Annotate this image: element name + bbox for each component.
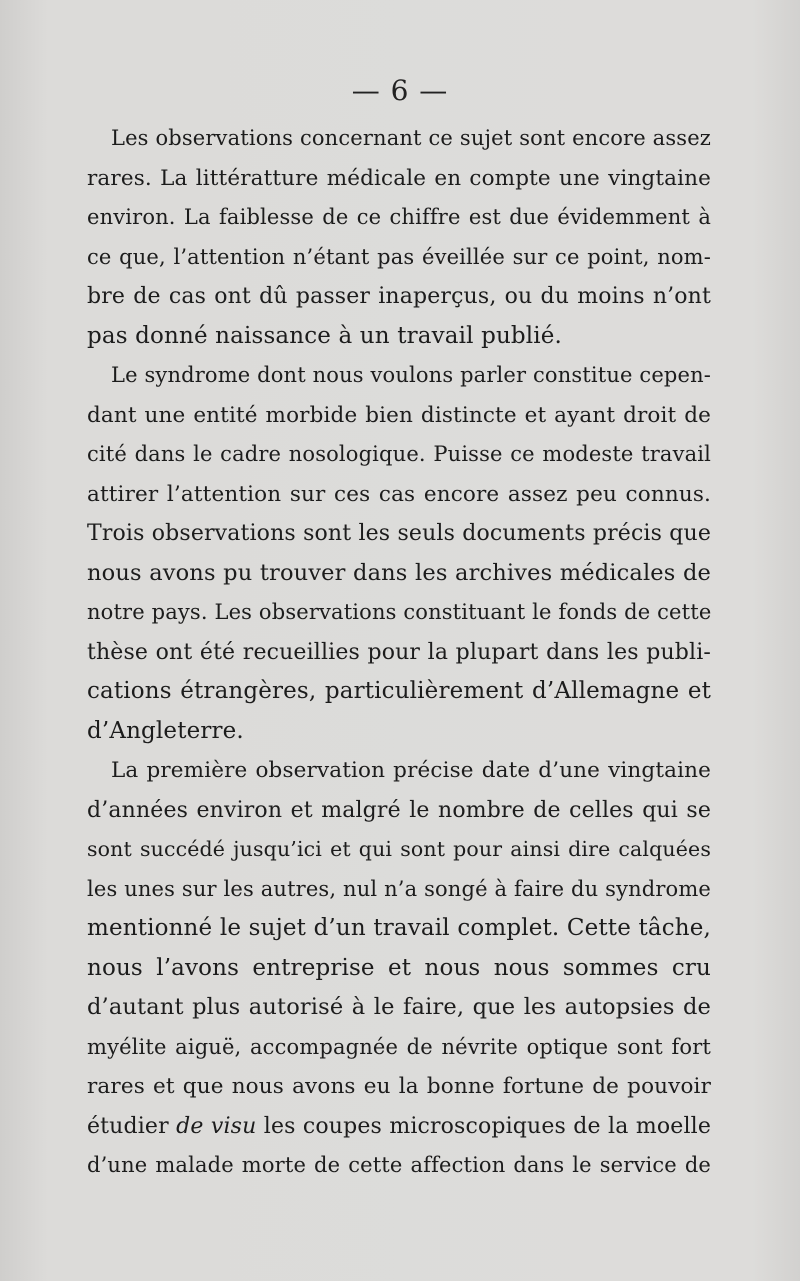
text-line: attirer l’attention sur ces cas encore assez peu connus.: [87, 481, 711, 507]
body-text: [87, 119, 711, 1186]
text-line: rares et que nous avons eu la bonne fortune de pouvoir: [87, 1074, 711, 1099]
text-line: cité dans le cadre nosologique. Puisse ce modeste travail: [87, 442, 711, 466]
text-line: dant une entité morbide bien distincte et ayant droit de: [87, 402, 711, 428]
paragraph-3: [87, 751, 711, 1186]
page-number: — 6 —: [351, 74, 449, 107]
text-line: La première observation précise date d’une vingtaine: [111, 758, 711, 783]
text-line: sont succédé jusqu’ici et qui sont pour ainsi dire calquées: [87, 837, 711, 861]
text-line-with-italic: [87, 1107, 711, 1147]
italic-phrase: de visu: [176, 1113, 257, 1139]
text-line: pas donné naissance à un travail publié.: [87, 322, 563, 349]
text-fragment: étudier: [87, 1113, 177, 1139]
text-line: d’autant plus autorisé à le faire, que les autopsies de: [87, 994, 711, 1020]
text-line: ce que, l’attention n’étant pas éveillée sur ce point, nom-: [87, 244, 711, 269]
text-line: nous l’avons entreprise et nous nous sommes cru: [87, 954, 711, 981]
text-line: d’une malade morte de cette affection dans le service de: [87, 1153, 711, 1177]
text-line: rares. La littératture médicale en compte une vingtaine: [87, 165, 711, 191]
text-line: les unes sur les autres, nul n’a songé à faire du syndrome: [87, 876, 711, 901]
text-line: bre de cas ont dû passer inaperçus, ou du moins n’ont: [87, 284, 711, 309]
text-line: d’Angleterre.: [87, 717, 244, 744]
text-line: notre pays. Les observations constituant le fonds de cette: [87, 600, 712, 624]
paragraph-1: [87, 119, 711, 356]
text-line: Trois observations sont les seuls documents précis que: [87, 521, 711, 546]
paragraph-2: [87, 356, 711, 751]
text-line: Les observations concernant ce sujet sont encore assez: [111, 126, 711, 150]
text-line: thèse ont été recueillies pour la plupart dans les publi-: [87, 639, 711, 665]
text-line: myélite aiguë, accompagnée de névrite optique sont fort: [87, 1034, 711, 1059]
text-line: nous avons pu trouver dans les archives médicales de: [87, 559, 711, 586]
text-line: environ. La faiblesse de ce chiffre est due évidemment à: [87, 205, 711, 229]
text-fragment: les coupes microscopiques de la moelle: [256, 1113, 711, 1139]
text-line: d’années environ et malgré le nombre de celles qui se: [87, 797, 711, 823]
text-line: cations étrangères, particulièrement d’Allemagne et: [87, 678, 711, 704]
text-line: mentionné le sujet d’un travail complet. Cette tâche,: [87, 915, 711, 941]
text-line: Le syndrome dont nous voulons parler constitue cepen-: [111, 363, 712, 387]
